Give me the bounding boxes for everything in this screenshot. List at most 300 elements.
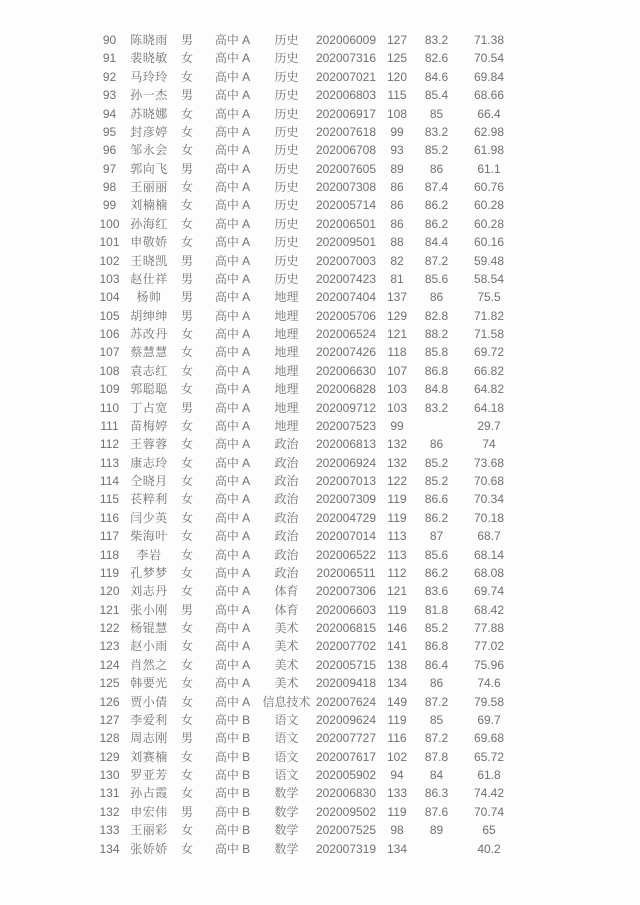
cell-score3: 64.82: [473, 382, 505, 397]
cell-name: 韩要光: [130, 676, 168, 691]
cell-id: 202006630: [315, 363, 377, 378]
cell-num: 128: [99, 731, 120, 746]
cell-score3: 61.98: [473, 143, 505, 158]
table-row: [91, 417, 519, 435]
cell-gender: 女: [180, 124, 193, 139]
cell-num: 122: [99, 621, 120, 635]
cell-score2: 86.8: [424, 639, 449, 654]
cell-id: 202007319: [315, 841, 377, 856]
cell-gender: 女: [180, 382, 193, 397]
cell-score2: 84: [429, 768, 444, 782]
cell-id: 202007308: [315, 180, 377, 194]
cell-num: 106: [99, 327, 120, 341]
cell-level: 高中 A: [214, 143, 251, 158]
cell-level: 高中 A: [214, 198, 251, 213]
cell-level: 高中 A: [214, 565, 251, 580]
table-row: [91, 840, 519, 858]
cell-score3: 70.54: [473, 51, 505, 66]
table-row: [91, 215, 519, 233]
cell-id: 202007404: [315, 290, 377, 305]
table-row: [91, 803, 519, 821]
cell-score3: 40.2: [477, 841, 501, 856]
cell-gender: 女: [180, 676, 193, 691]
cell-name: 马玲玲: [130, 69, 168, 84]
table-row: [91, 270, 519, 288]
cell-num: 123: [99, 639, 120, 654]
cell-id: 202006511: [316, 565, 376, 580]
cell-num: 121: [99, 602, 120, 617]
cell-num: 101: [99, 235, 120, 250]
cell-subject: 地理: [274, 400, 299, 415]
cell-name: 赵仕祥: [130, 271, 168, 286]
cell-gender: 女: [180, 51, 193, 66]
cell-id: 202006917: [315, 106, 377, 121]
cell-gender: 女: [180, 198, 193, 213]
cell-score3: 60.76: [473, 180, 505, 194]
cell-num: 97: [102, 161, 117, 176]
cell-id: 202007702: [315, 639, 377, 654]
cell-score1: 81: [390, 271, 404, 286]
table-row: [91, 123, 519, 141]
cell-name: 孙占霞: [130, 786, 168, 801]
cell-gender: 女: [180, 235, 193, 250]
cell-level: 高中 A: [214, 180, 251, 194]
cell-level: 高中 A: [214, 400, 251, 415]
cell-score3: 75.96: [473, 657, 505, 672]
cell-subject: 历史: [274, 235, 299, 250]
cell-subject: 历史: [274, 51, 299, 66]
cell-num: 96: [102, 143, 117, 158]
cell-subject: 历史: [274, 106, 299, 121]
cell-score2: 85: [429, 712, 444, 727]
cell-level: 高中 A: [214, 437, 251, 452]
cell-score2: 85.2: [424, 621, 449, 635]
cell-name: 赵小雨: [130, 639, 168, 654]
cell-subject: 历史: [274, 180, 299, 194]
cell-subject: 美术: [274, 639, 299, 654]
cell-score2: 82.8: [424, 308, 449, 323]
cell-level: 高中 A: [214, 676, 251, 691]
cell-score1: 149: [386, 694, 408, 709]
cell-level: 高中 A: [214, 308, 251, 323]
cell-name: 苗梅婷: [130, 418, 168, 433]
table-row: [91, 619, 519, 637]
cell-id: 202007306: [315, 584, 377, 599]
cell-name: 李岩: [136, 547, 162, 562]
cell-num: 92: [102, 69, 117, 84]
cell-score3: 68.08: [473, 565, 505, 580]
cell-name: 贾小倩: [130, 694, 168, 709]
cell-score2: 86.8: [424, 363, 449, 378]
cell-score1: 141: [386, 639, 408, 654]
table-row: [91, 784, 519, 802]
cell-score2: 86.2: [424, 510, 449, 525]
cell-subject: 美术: [274, 676, 299, 691]
cell-level: 高中 A: [214, 216, 251, 231]
cell-id: 202007618: [315, 124, 377, 139]
cell-score3: 77.02: [473, 639, 505, 654]
cell-score3: 64.18: [473, 400, 505, 415]
cell-level: 高中 A: [214, 621, 251, 635]
cell-num: 91: [102, 51, 117, 66]
cell-score3: 70.34: [473, 492, 505, 507]
cell-subject: 语文: [274, 731, 299, 746]
cell-level: 高中 A: [214, 639, 251, 654]
cell-score3: 69.68: [473, 731, 505, 746]
cell-subject: 地理: [274, 363, 299, 378]
cell-level: 高中 A: [214, 235, 251, 250]
cell-score2: 83.2: [424, 124, 449, 139]
cell-score1: 137: [386, 290, 408, 305]
cell-score1: 129: [386, 308, 408, 323]
cell-score1: 119: [387, 492, 407, 507]
cell-subject: 体育: [274, 602, 299, 617]
cell-id: 202005714: [315, 198, 377, 213]
cell-id: 202006803: [315, 88, 377, 103]
cell-name: 陈晓雨: [130, 33, 168, 47]
cell-score3: 61.8: [477, 768, 501, 782]
cell-score3: 62.98: [473, 124, 505, 139]
cell-name: 苏晓娜: [130, 106, 168, 121]
cell-gender: 男: [180, 161, 193, 176]
table-row: [91, 343, 519, 361]
cell-id: 202007003: [315, 253, 377, 268]
cell-score1: 138: [386, 657, 408, 672]
cell-score1: 134: [386, 841, 408, 856]
cell-gender: 女: [180, 639, 193, 654]
cell-level: 高中 A: [214, 124, 251, 139]
cell-id: 202007523: [315, 418, 377, 433]
cell-score2: 85.4: [424, 88, 449, 103]
cell-id: 202007013: [315, 474, 377, 488]
cell-score2: [414, 840, 459, 858]
cell-num: 99: [102, 198, 117, 213]
cell-name: 康志玲: [130, 455, 168, 470]
cell-id: 202007727: [315, 731, 377, 746]
cell-num: 126: [99, 694, 120, 709]
cell-score1: 99: [390, 418, 404, 433]
cell-name: 孙海红: [130, 216, 168, 231]
cell-num: 117: [99, 529, 120, 544]
cell-gender: 女: [180, 180, 193, 194]
cell-gender: 女: [180, 69, 193, 84]
cell-num: 132: [99, 804, 120, 819]
cell-name: 蔡慧慧: [130, 345, 168, 360]
table-row: [91, 748, 519, 766]
cell-score3: 79.58: [473, 694, 505, 709]
cell-num: 104: [99, 290, 120, 305]
cell-score2: 85.2: [424, 143, 449, 158]
table-row: [91, 68, 519, 86]
cell-gender: 女: [180, 768, 193, 782]
cell-gender: 女: [180, 345, 193, 360]
cell-level: 高中 A: [214, 510, 251, 525]
cell-score1: 112: [387, 565, 407, 580]
cell-num: 130: [99, 768, 120, 782]
cell-name: 郭向飞: [130, 161, 168, 176]
table-row: [91, 637, 519, 655]
cell-level: 高中 A: [214, 529, 251, 544]
table-row: [91, 31, 519, 49]
cell-subject: 历史: [274, 69, 299, 84]
cell-num: 125: [99, 676, 120, 691]
cell-id: 202006828: [315, 382, 377, 397]
cell-gender: 女: [180, 510, 193, 525]
cell-score2: 82.6: [424, 51, 449, 66]
cell-score1: 132: [386, 437, 408, 452]
cell-num: 114: [99, 474, 120, 488]
cell-gender: 女: [180, 106, 193, 121]
cell-score3: 69.84: [473, 69, 505, 84]
cell-score1: 88: [390, 235, 404, 250]
cell-id: 202006524: [315, 327, 377, 341]
cell-num: 98: [102, 180, 117, 194]
table-row: [91, 693, 519, 711]
table-row: [91, 656, 519, 674]
cell-score3: 60.16: [473, 235, 505, 250]
cell-num: 129: [99, 749, 120, 764]
cell-score3: 68.42: [473, 602, 505, 617]
cell-level: 高中 A: [214, 474, 251, 488]
cell-level: 高中 B: [214, 712, 251, 727]
cell-gender: 女: [180, 823, 193, 838]
cell-score3: 71.38: [473, 33, 505, 47]
cell-subject: 历史: [274, 161, 299, 176]
cell-gender: 女: [180, 363, 193, 378]
cell-score3: 65.72: [473, 749, 505, 764]
cell-subject: 地理: [274, 382, 299, 397]
cell-num: 109: [99, 382, 120, 397]
cell-subject: 历史: [274, 216, 299, 231]
cell-level: 高中 B: [214, 841, 251, 856]
cell-id: 202006815: [315, 621, 377, 635]
table-row: [91, 582, 519, 600]
cell-subject: 政治: [274, 437, 299, 452]
cell-name: 杨锟慧: [130, 621, 168, 635]
cell-score3: 70.18: [473, 510, 505, 525]
cell-num: 113: [99, 455, 120, 470]
cell-gender: 女: [180, 455, 193, 470]
cell-name: 杨帅: [136, 290, 162, 305]
cell-score3: 60.28: [473, 216, 505, 231]
cell-gender: 男: [180, 400, 193, 415]
table-row: [91, 729, 519, 747]
score-table: [91, 31, 519, 858]
cell-score3: 75.5: [477, 290, 501, 305]
cell-score1: 134: [386, 676, 408, 691]
cell-id: 202006501: [315, 216, 377, 231]
cell-name: 申敬娇: [130, 235, 168, 250]
cell-score1: 113: [387, 529, 407, 544]
table-row: [91, 196, 519, 214]
table-row: [91, 527, 519, 545]
cell-id: 202006708: [315, 143, 377, 158]
cell-num: 112: [99, 437, 120, 452]
cell-name: 仝晓月: [130, 474, 168, 488]
cell-id: 202007624: [315, 694, 377, 709]
cell-score1: 133: [386, 786, 408, 801]
cell-score2: 84.8: [424, 382, 449, 397]
cell-level: 高中 A: [214, 547, 251, 562]
cell-score2: 83.6: [424, 584, 449, 599]
cell-level: 高中 B: [214, 749, 251, 764]
cell-subject: 美术: [274, 621, 299, 635]
cell-id: 202007316: [315, 51, 377, 66]
cell-score3: 68.66: [473, 88, 505, 103]
cell-name: 周志刚: [130, 731, 168, 746]
cell-level: 高中 B: [214, 731, 251, 746]
cell-gender: 女: [180, 786, 193, 801]
cell-gender: 女: [180, 474, 193, 488]
cell-level: 高中 A: [214, 694, 251, 709]
cell-id: 202009502: [315, 804, 377, 819]
cell-subject: 语文: [274, 768, 299, 782]
cell-score3: 69.7: [477, 712, 501, 727]
cell-name: 苏改丹: [130, 327, 168, 341]
cell-subject: 政治: [274, 565, 299, 580]
cell-score1: 127: [386, 33, 408, 47]
cell-level: 高中 B: [214, 804, 251, 819]
cell-gender: 女: [180, 584, 193, 599]
cell-score2: 86: [429, 437, 444, 452]
cell-num: 105: [99, 308, 120, 323]
cell-level: 高中 A: [214, 345, 251, 360]
cell-subject: 地理: [274, 290, 299, 305]
cell-score3: 70.68: [473, 474, 505, 488]
cell-level: 高中 A: [214, 602, 251, 617]
table-row: [91, 362, 519, 380]
cell-id: 202009418: [315, 676, 377, 691]
cell-id: 202007423: [315, 271, 377, 286]
cell-score3: 58.54: [473, 271, 505, 286]
cell-level: 高中 A: [214, 657, 251, 672]
cell-score3: 65: [482, 823, 496, 838]
cell-id: 202004729: [315, 510, 377, 525]
cell-gender: 女: [180, 418, 193, 433]
cell-level: 高中 A: [214, 327, 251, 341]
cell-name: 闫少英: [130, 510, 168, 525]
table-row: [91, 435, 519, 453]
cell-score2: 86: [429, 290, 444, 305]
cell-name: 王丽丽: [130, 180, 168, 194]
table-row: [91, 564, 519, 582]
cell-score1: 132: [386, 455, 408, 470]
cell-level: 高中 A: [214, 271, 251, 286]
cell-score1: 89: [390, 161, 404, 176]
table-row: [91, 252, 519, 270]
cell-score3: 29.7: [477, 418, 501, 433]
cell-name: 孔梦梦: [130, 565, 168, 580]
table-row: [91, 86, 519, 104]
cell-score2: 85: [429, 106, 444, 121]
cell-score2: 88.2: [424, 327, 449, 341]
cell-score1: 119: [387, 712, 407, 727]
cell-subject: 政治: [274, 455, 299, 470]
cell-subject: 数学: [274, 823, 299, 838]
cell-subject: 地理: [274, 345, 299, 360]
cell-name: 苌粹利: [130, 492, 168, 507]
cell-score3: 60.28: [473, 198, 505, 213]
table-row: [91, 307, 519, 325]
cell-subject: 政治: [274, 547, 299, 562]
cell-name: 裴晓敏: [130, 51, 168, 66]
cell-subject: 地理: [274, 418, 299, 433]
cell-score1: 94: [390, 768, 404, 782]
cell-gender: 女: [180, 657, 193, 672]
cell-gender: 女: [180, 547, 193, 562]
cell-score3: 74: [482, 437, 496, 452]
cell-num: 94: [102, 106, 117, 121]
cell-name: 张小刚: [130, 602, 168, 617]
cell-gender: 男: [180, 602, 193, 617]
cell-num: 119: [99, 565, 120, 580]
cell-level: 高中 A: [214, 290, 251, 305]
cell-name: 王蓉蓉: [130, 437, 168, 452]
cell-name: 刘楠楠: [130, 198, 168, 213]
table-row: [91, 160, 519, 178]
cell-score2: 86.4: [424, 657, 449, 672]
cell-num: 102: [99, 253, 120, 268]
cell-name: 刘赛楠: [130, 749, 168, 764]
cell-subject: 历史: [274, 143, 299, 158]
cell-subject: 语文: [274, 749, 299, 764]
cell-num: 124: [99, 657, 120, 672]
table-row: [91, 380, 519, 398]
cell-score3: 69.72: [473, 345, 505, 360]
cell-score1: 102: [386, 749, 408, 764]
cell-score2: 86.2: [424, 216, 449, 231]
cell-level: 高中 A: [214, 69, 251, 84]
cell-level: 高中 A: [214, 106, 251, 121]
cell-score2: 83.2: [424, 400, 449, 415]
cell-score1: 119: [387, 602, 407, 617]
cell-num: 93: [102, 88, 117, 103]
cell-name: 柴海叶: [130, 529, 168, 544]
cell-score1: 103: [386, 382, 408, 397]
cell-score2: 84.6: [424, 69, 449, 84]
cell-level: 高中 A: [214, 363, 251, 378]
cell-score1: 125: [386, 51, 408, 66]
cell-subject: 历史: [274, 198, 299, 213]
cell-score1: 118: [387, 345, 407, 360]
cell-gender: 女: [180, 437, 193, 452]
cell-num: 131: [99, 786, 120, 801]
cell-level: 高中 A: [214, 253, 251, 268]
cell-score3: 61.1: [477, 161, 501, 176]
cell-subject: 美术: [274, 657, 299, 672]
cell-subject: 政治: [274, 529, 299, 544]
cell-gender: 女: [180, 216, 193, 231]
table-row: [91, 141, 519, 159]
cell-score2: 86: [429, 676, 444, 691]
cell-level: 高中 A: [214, 584, 251, 599]
cell-gender: 女: [180, 529, 193, 544]
cell-gender: 男: [180, 290, 193, 305]
cell-level: 高中 A: [214, 382, 251, 397]
cell-num: 134: [99, 841, 120, 856]
cell-score2: 85.6: [424, 547, 449, 562]
cell-score2: 85.8: [424, 345, 449, 360]
cell-score1: 86: [390, 216, 404, 231]
cell-level: 高中 A: [214, 492, 251, 507]
cell-score2: 89: [429, 823, 444, 838]
cell-score2: 87.4: [424, 180, 449, 194]
cell-score3: 66.82: [473, 363, 505, 378]
table-row: [91, 472, 519, 490]
cell-score2: 86.6: [424, 492, 449, 507]
cell-name: 刘志丹: [130, 584, 168, 599]
cell-gender: 女: [180, 694, 193, 709]
